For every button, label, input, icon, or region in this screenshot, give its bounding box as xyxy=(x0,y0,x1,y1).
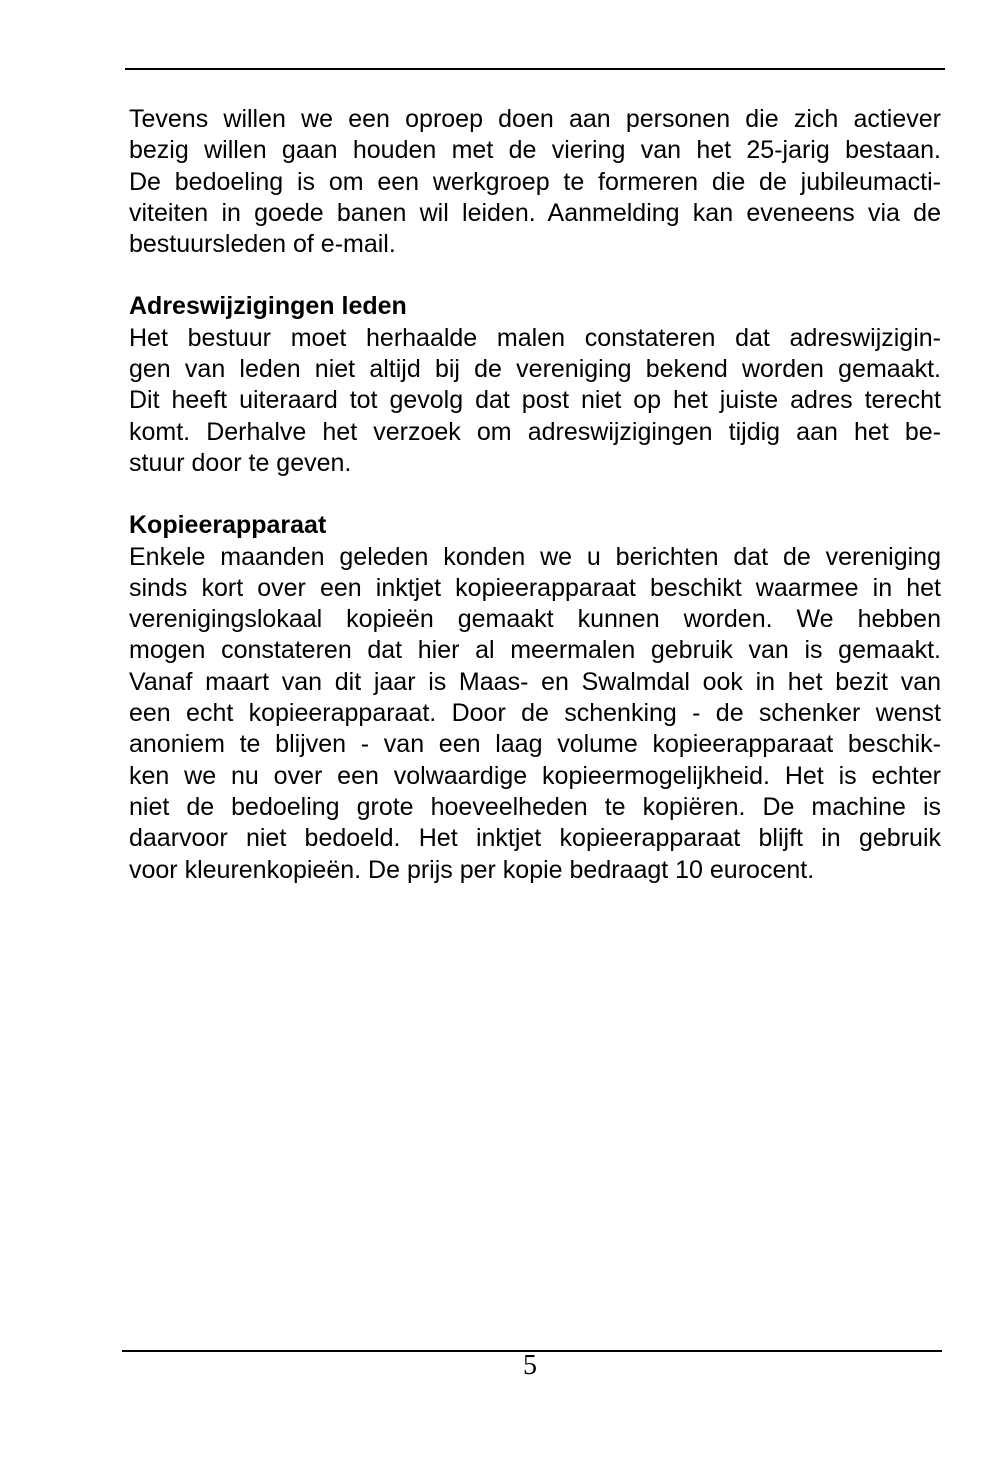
section-copier xyxy=(129,510,941,886)
text-line: Dit heeft uiteraard tot gevolg dat post niet op het juiste adres terecht xyxy=(129,386,941,415)
text-line: gen van leden niet altijd bij de vereniging bekend worden gemaakt. xyxy=(129,355,941,384)
page-content xyxy=(129,104,941,917)
text-line: een echt kopieerapparaat. Door de schenking - de schenker wenst xyxy=(129,699,941,728)
text-line: verenigingslokaal kopieën gemaakt kunnen worden. We hebben xyxy=(129,605,941,634)
text-line: Tevens willen we een oproep doen aan personen die zich actiever xyxy=(129,105,941,133)
text-line: sinds kort over een inktjet kopieerapparaat beschikt waarmee in het xyxy=(129,573,941,602)
text-line: bestuursleden of e-mail. xyxy=(129,230,396,259)
header-rule xyxy=(125,68,945,70)
intro-paragraph xyxy=(129,104,941,260)
section-heading: Kopieerapparaat xyxy=(129,511,327,540)
text-line: Vanaf maart van dit jaar is Maas- en Swalmdal ook in het bezit van xyxy=(129,667,941,696)
text-line: bezig willen gaan houden met de viering van het 25-jarig bestaan. xyxy=(129,136,941,165)
section-heading: Adreswijzigingen leden xyxy=(129,292,407,321)
text-line: anoniem te blijven - van een laag volume kopieerapparaat beschik- xyxy=(129,730,941,759)
text-line: Enkele maanden geleden konden we u berichten dat de vereniging xyxy=(129,542,941,571)
text-line: ken we nu over een volwaardige kopieermogelijkheid. Het is echter xyxy=(129,761,941,790)
text-line: daarvoor niet bedoeld. Het inktjet kopieerapparaat blijft in gebruik xyxy=(129,824,941,853)
text-line: Het bestuur moet herhaalde malen constateren dat adreswijzigin- xyxy=(129,323,941,352)
text-line: komt. Derhalve het verzoek om adreswijzigingen tijdig aan het be- xyxy=(129,417,941,446)
section-address-changes xyxy=(129,291,941,479)
page-number: 5 xyxy=(523,1350,537,1381)
text-line: stuur door te geven. xyxy=(129,448,352,477)
text-line: viteiten in goede banen wil leiden. Aanmelding kan eveneens via de xyxy=(129,198,941,227)
text-line: mogen constateren dat hier al meermalen gebruik van is gemaakt. xyxy=(129,636,941,665)
text-line: voor kleurenkopieën. De prijs per kopie bedraagt 10 eurocent. xyxy=(129,855,815,884)
text-line: niet de bedoeling grote hoeveelheden te kopiëren. De machine is xyxy=(129,792,941,821)
text-line: De bedoeling is om een werkgroep te formeren die de jubileumacti- xyxy=(129,167,941,196)
